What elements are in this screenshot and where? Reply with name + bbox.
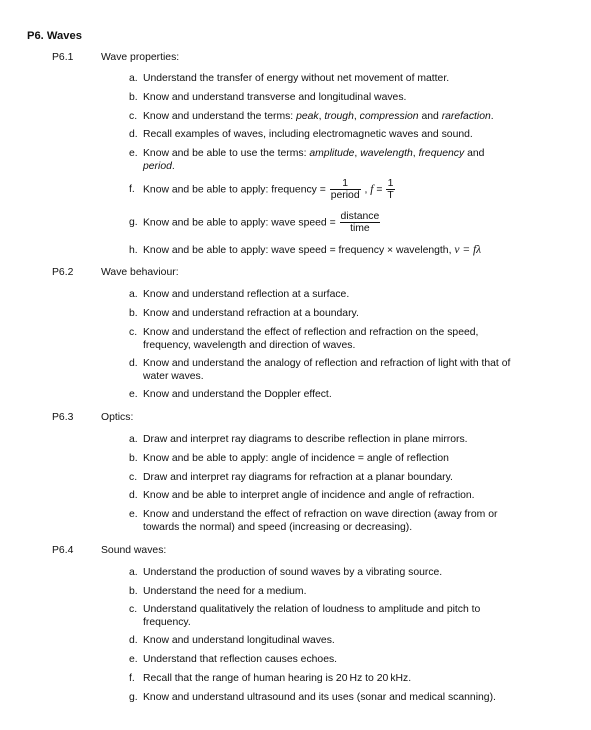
item-text: Understand the production of sound waves by a vibrating source. [143,567,443,578]
item-letter: f. [129,184,135,196]
list-item [129,567,539,580]
list-item [129,73,539,86]
item-letter: e. [129,389,138,400]
term: trough [324,111,354,122]
item-letter: d. [129,129,138,140]
separator: , [318,111,325,122]
item-text-continued: frequency, wavelength and direction of waves. [143,339,356,351]
list-item [129,178,539,201]
separator: , [354,148,361,159]
separator: = [373,184,386,196]
fraction [330,178,361,201]
item-text: Know and understand refraction at a boundary. [143,308,359,319]
item-letter: e. [129,654,138,665]
numerator: distance [340,211,380,222]
item-text: Know and be able to use the terms: [143,148,310,159]
item-letter: g. [129,692,138,703]
item-letter: a. [129,289,138,300]
section-code: P6.4 [52,545,74,556]
section-code: P6.2 [52,267,74,278]
term: wavelength [360,148,413,159]
item-text: Know and understand the terms: [143,111,297,122]
section-title: Wave properties: [101,52,180,63]
numerator: 1 [387,178,394,189]
separator: . [490,111,494,122]
list-item [129,308,539,321]
item-letter: h. [129,245,138,256]
term: period [143,160,172,172]
list-item [129,453,539,466]
list-item [129,358,539,383]
item-text: Know and understand reflection at a surface. [143,289,350,300]
item-text: Recall examples of waves, including electromagnetic waves and sound. [143,129,473,140]
item-text: Understand the transfer of energy without net movement of matter. [143,73,450,84]
term: rarefaction [441,111,491,122]
item-text: Draw and interpret ray diagrams for refraction at a planar boundary. [143,472,453,483]
item-letter: c. [129,472,138,483]
denominator: T [387,190,394,201]
section-code: P6.1 [52,52,74,63]
item-letter: d. [129,358,138,369]
numerator: 1 [330,178,361,190]
denominator: time [350,223,370,234]
list-item [129,604,539,629]
item-letter: b. [129,453,138,464]
list-item [129,490,539,503]
item-letter: b. [129,92,138,103]
item-text: Know and understand longitudinal waves. [143,635,335,646]
section-title: Optics: [101,412,134,423]
denominator: period [330,190,360,201]
item-text: Draw and interpret ray diagrams to describe reflection in plane mirrors. [143,434,468,445]
item-letter: f. [129,673,135,684]
list-item [129,434,539,447]
item-letter: e. [129,148,138,159]
item-letter: d. [129,490,138,501]
term: frequency [418,148,465,159]
list-item [129,211,539,234]
list-item [129,244,539,258]
item-text: Know and understand the effect of reflection and refraction on the speed, [143,327,479,338]
list-item [129,472,539,485]
section-code: P6.3 [52,412,74,423]
page-title: P6. Waves [27,30,82,42]
item-letter: b. [129,308,138,319]
item-text: Know and be able to interpret angle of incidence and angle of refraction. [143,490,475,501]
list-item [129,289,539,302]
separator: , [361,184,368,196]
fraction [386,178,394,201]
item-text: Know and be able to apply: wave speed = frequency × wavelength, [143,245,455,256]
separator: , [353,111,360,122]
item-text: Know and understand ultrasound and its uses (sonar and medical scanning). [143,692,496,703]
term: amplitude [309,148,355,159]
separator: , [412,148,419,159]
item-letter: g. [129,217,138,229]
list-item [129,654,539,667]
item-letter: a. [129,73,138,84]
item-letter: e. [129,509,138,520]
item-text-continued: towards the normal) and speed (increasing or decreasing). [143,521,413,533]
item-text: Understand that reflection causes echoes. [143,654,338,665]
separator: and [418,111,442,122]
item-text: Know and be able to apply: frequency = [143,184,329,196]
list-item [129,92,539,105]
item-text-continued: water waves. [143,370,204,382]
formula-symbol: v = fλ [454,244,482,256]
item-letter: b. [129,586,138,597]
list-item [129,692,539,705]
fraction [340,211,381,234]
item-text: Know and understand the effect of refraction on wave direction (away from or [143,509,498,520]
list-item [129,635,539,648]
item-letter: a. [129,434,138,445]
item-text: Recall that the range of human hearing is 20 Hz to 20 kHz. [143,673,412,684]
item-letter: d. [129,635,138,646]
item-text: Know and understand the analogy of reflection and refraction of light with that of [143,358,511,369]
list-item [129,148,539,173]
section-title: Sound waves: [101,545,167,556]
section-title: Wave behaviour: [101,267,179,278]
list-item [129,327,539,352]
item-letter: c. [129,604,138,615]
item-text: Understand the need for a medium. [143,586,307,597]
item-text: Know and be able to apply: wave speed = [143,217,339,229]
item-letter: c. [129,327,138,338]
list-item [129,673,539,686]
item-letter: a. [129,567,138,578]
term: compression [359,111,419,122]
item-text: Understand qualitatively the relation of loudness to amplitude and pitch to [143,604,481,615]
separator: . [171,160,175,172]
separator: and [464,148,485,159]
list-item [129,111,539,124]
list-item [129,509,539,534]
term: peak [296,111,319,122]
item-text-continued: frequency. [143,616,191,628]
list-item [129,129,539,142]
item-text: Know and understand the Doppler effect. [143,389,332,400]
item-text: Know and be able to apply: angle of incidence = angle of reflection [143,453,449,464]
item-letter: c. [129,111,138,122]
list-item [129,389,539,402]
list-item [129,586,539,599]
formula-symbol: f [370,183,374,196]
item-text: Know and understand transverse and longitudinal waves. [143,92,407,103]
